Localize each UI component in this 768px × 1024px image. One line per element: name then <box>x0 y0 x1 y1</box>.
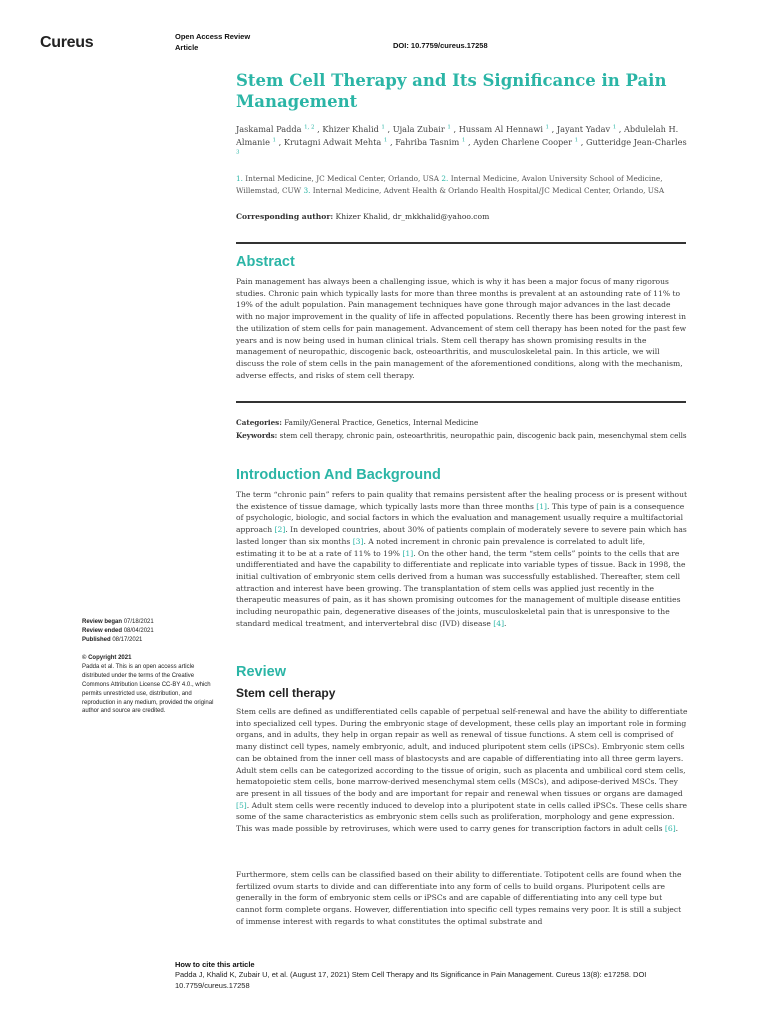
author-affiliation-sup[interactable]: 1 <box>461 136 466 143</box>
categories <box>236 418 688 429</box>
reference-link[interactable]: [1] <box>402 548 414 558</box>
article-type <box>175 31 250 53</box>
keywords-label: Keywords: <box>236 431 278 440</box>
review-began <box>82 618 222 627</box>
author-name: Ujala Zubair <box>392 124 448 134</box>
affiliation-text: Internal Medicine, Avalon University School of Medicine, Willemstad, CUW <box>236 174 663 195</box>
reference-link[interactable]: [6] <box>664 824 676 834</box>
intro-heading: Introduction And Background <box>236 467 441 483</box>
author-name: Khizer Khalid <box>322 124 382 134</box>
review-ended-label: Review ended <box>82 627 123 634</box>
author-name: Jaskamal Padda <box>236 124 305 134</box>
reference-link[interactable]: [1] <box>536 501 548 511</box>
corresponding-author-value[interactable]: Khizer Khalid, dr_mkkhalid@yahoo.com <box>335 212 490 221</box>
author-affiliation-sup[interactable]: 1 <box>381 124 385 131</box>
reference-link[interactable]: [3] <box>352 536 364 546</box>
affiliation-number: 3. <box>303 185 313 195</box>
copyright-block <box>82 654 222 716</box>
categories-label: Categories: <box>236 418 282 427</box>
cite-label: How to cite this article <box>175 960 255 969</box>
abstract-top-rule <box>236 242 686 244</box>
stem-cell-therapy-subheading: Stem cell therapy <box>236 686 336 700</box>
author-affiliation-sup[interactable]: 1 <box>612 124 617 131</box>
author-affiliation-sup[interactable]: 1 <box>383 136 388 143</box>
author-name: Krutagni Adwait Mehta <box>283 136 384 147</box>
affiliations <box>236 173 684 196</box>
author-affiliation-sup[interactable]: 1 <box>447 124 451 131</box>
author-affiliation-sup[interactable]: 1 <box>545 124 550 131</box>
review-began-value: 07/18/2021 <box>123 619 154 625</box>
license-text: Padda et al. This is an open access article distributed under the terms of the Creative Commons Attribution License CC-BY 4.0., which permits unrestricted use, distribution, and reproduction in any medium, provided the original author and source are credited. <box>82 663 214 715</box>
article-type-line1: Open Access Review <box>175 32 251 41</box>
article-type-line2: Article <box>175 43 199 52</box>
affiliation-number: 2. <box>441 174 451 183</box>
review-paragraph-1: Stem cells are defined as undifferentiated cells capable of perpetual self-renewal and have the ability to differentiate into specialized cell types. During the embryonic stage of development, these cells play an important role in forming organs, and in adults, they help in organ repair as well as renewal of tissue functions. A stem cell is comprised of many distinct cell types, namely embryonic, adult, and induced pluripotent stem cells (iPSCs). Embryonic stem cells can be obtained from the inner cell mass of blastocysts and are capable of differentiating into all three germ layers. Adult stem cells can be categorized according to the tissue of origin, such as placenta and umbilical cord stem cells, hematopoietic stem cells, bone marrow-derived mesenchymal stem cells (MSCs), and adipose-derived MSCs. They are present in all tissues of the body and are important for repair and renewal when tissues or organs are damaged [5]. Adult stem cells were recently induced to develop into a pluripotent state in cells called iPSCs. These cells share some of the same characteristics as embryonic stem cells such as proliferation, morphology and gene expression. This was made possible by retroviruses, which were used to carry genes for transcription factors in adult cells [6]. <box>236 707 688 834</box>
affiliation-text: Internal Medicine, JC Medical Center, Orlando, USA <box>245 174 442 183</box>
author-name: Ayden Charlene Cooper <box>473 136 575 147</box>
affiliation-number: 1. <box>236 174 246 183</box>
abstract-heading: Abstract <box>236 254 295 270</box>
published <box>82 636 222 645</box>
review-ended <box>82 627 222 636</box>
author-name: Abdulelah H. Almanie <box>236 124 679 147</box>
review-ended-value: 08/04/2021 <box>123 627 154 634</box>
doi-label[interactable]: DOI: 10.7759/cureus.17258 <box>393 41 488 50</box>
review-paragraph-2: Furthermore, stem cells can be classified based on their ability to differentiate. Totipotent cells are found when the fertilized ovum starts to divide and can differentiate into any form of cells to build organs. Pluripotent cells are generally in the form of embryonic stem cells or iPSCs and are capable of differentiating into any cell type but cannot form complete organs. However, differentiation into specific cell types remains very poor. It is still a subject of immense interest with regards to what constitutes the optimal substrate and <box>236 870 682 926</box>
reference-link[interactable]: [5] <box>236 800 247 810</box>
copyright: © Copyright 2021 <box>82 655 132 661</box>
author-name: Gutteridge Jean-Charles <box>585 136 687 147</box>
author-affiliation-sup[interactable]: 1 <box>574 136 579 143</box>
cite-text: Padda J, Khalid K, Zubair U, et al. (August 17, 2021) Stem Cell Therapy and Its Significance in Pain Management. Cureus 13(8): e17258. DOI 10.7759/cureus.17258 <box>175 970 647 990</box>
intro-text: The term “chronic pain” refers to pain quality that remains persistent after the healing process or is present without the existence of tissue damage, which typically lasts more than three months [1]. This type of pain is a consequence of psychologic, biologic, and social factors in which the evaluation and management usually require a multifactorial approach [2]. In developed countries, about 30% of patients complain of moderately severe to severe pain which has lasted longer than six months [3]. A noted increment in chronic pain prevalence is correlated to adult life, estimating it to be at a rate of 11% to 19% [1]. On the other hand, the term “stem cells” points to the cells that are undifferentiated and have the capability to differentiate and replicate into variable types of tissue. Back in 1998, the initial cultivation of embryonic stem cells derived from a human was successfully established. Thereafter, stem cell attraction and interest have been growing. The transplantation of stem cells was applied just recently in the therapeutic measures of pain, as it has shown promising outcomes for the management of multiple disease entities including neuropathic pain, degenerative diseases of the joints, musculoskeletal pain that is unresponsive to the standard medical treatment, and intervertebral disc (IVD) disease [4]. <box>236 490 688 628</box>
abstract-text: Pain management has always been a challenging issue, which is why it has been a major focus of many rigorous studies. Chronic pain which typically lasts for more than three months is prevalent at an astounding rate of 11% to 19% of the adult population. Pain management techniques have gone through major advances in the last decade with no major improvement in the quality of life in affected populations. Recently there has been growing interest in the utilization of stem cells for pain management. Advancement of stem cell therapy has been noted for the past few years and is now being used in human clinical trials. Stem cell therapy has shown promising results in the management of neuropathic, discogenic back, osteoarthritis, and musculoskeletal pain. In this article, we will discuss the role of stem cells in the pain management of the aforementioned conditions, along with the mechanism, adverse effects, and risks of stem cell therapy. <box>236 277 687 380</box>
author-name: Hussam Al Hennawi <box>458 124 546 134</box>
corresponding-author <box>236 212 489 221</box>
published-label: Published <box>82 636 111 643</box>
reference-link[interactable]: [2] <box>274 525 286 535</box>
reference-link[interactable]: [4] <box>493 618 505 628</box>
abstract-bottom-rule <box>236 401 686 403</box>
author-list: Jaskamal Padda $^{1, 2}$ , Khizer Khalid $^1$ , Ujala Zubair $^1$ , Hussam Al Hennawi $^1$ , Jayant Yadav $^1$ , Abdulelah H. Almanie $^1$ , Krutagni Adwait Mehta $^1$ , Fahriba Tasnim $^1$ , Ayden Charlene Cooper $^1$ , Gutteridge Jean-Charles $^3$ <box>236 124 687 156</box>
author-name: Jayant Yadav <box>556 124 613 134</box>
review-began-label: Review began <box>82 619 123 625</box>
author-affiliation-sup[interactable]: 1, 2 <box>304 124 315 131</box>
keywords-value: stem cell therapy, chronic pain, osteoarthritis, neuropathic pain, discogenic back pain, mesenchymal stem cells <box>279 431 687 440</box>
review-heading: Review <box>236 664 286 680</box>
cureus-logo[interactable]: Cureus <box>40 34 94 51</box>
article-title: Stem Cell Therapy and Its Significance in Pain Management <box>236 71 667 111</box>
keywords <box>236 431 688 442</box>
author-affiliation-sup[interactable]: 3 <box>236 149 240 156</box>
corresponding-author-label: Corresponding author: <box>236 212 334 221</box>
author-affiliation-sup[interactable]: 1 <box>272 136 277 143</box>
categories-value: Family/General Practice, Genetics, Internal Medicine <box>284 418 479 427</box>
review-dates <box>82 618 222 645</box>
author-name: Fahriba Tasnim <box>395 136 462 147</box>
affiliation-text: Internal Medicine, Advent Health & Orlando Health Hospital/JC Medical Center, Orlando, USA <box>312 185 665 195</box>
published-value: 08/17/2021 <box>112 636 143 643</box>
